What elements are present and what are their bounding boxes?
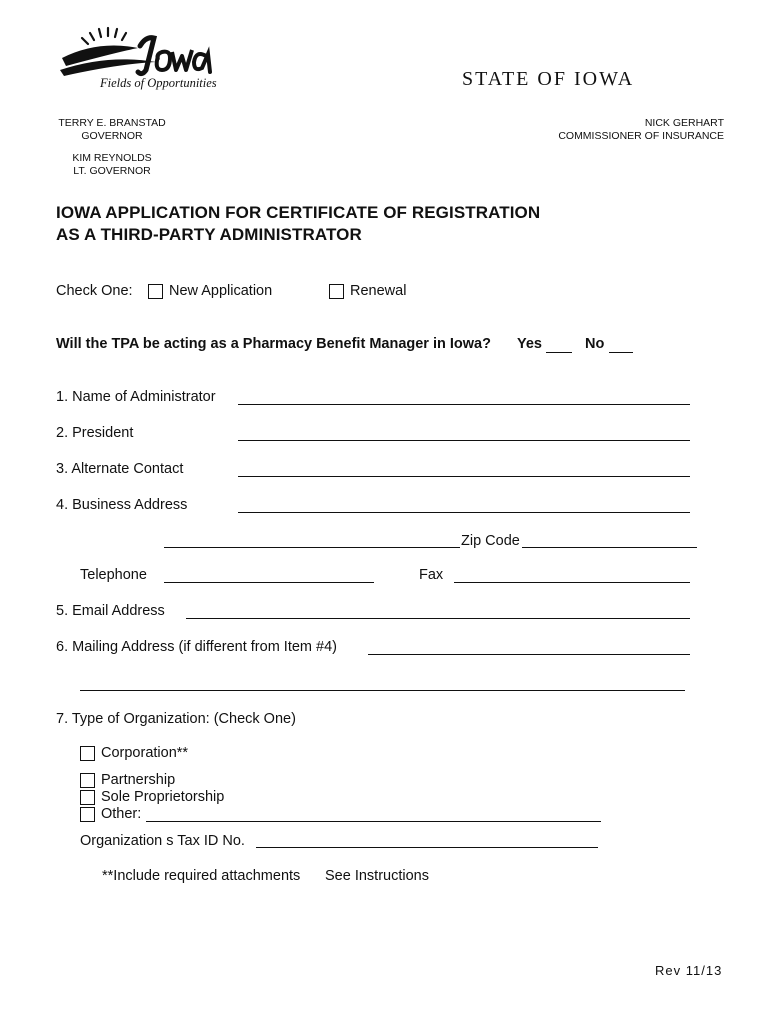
business-address-label: 4. Business Address (56, 497, 188, 513)
corporation-checkbox[interactable] (80, 746, 95, 761)
other-label: Other: (101, 806, 142, 822)
governor-title: GOVERNOR (81, 130, 143, 142)
pbm-yes-label: Yes (517, 336, 542, 352)
admin-name-field[interactable] (238, 404, 690, 405)
tax-id-field[interactable] (256, 847, 598, 848)
check-one-label: Check One: (56, 283, 133, 299)
other-field[interactable] (146, 821, 601, 822)
see-instructions: See Instructions (325, 868, 429, 884)
president-field[interactable] (238, 440, 690, 441)
fax-field[interactable] (454, 582, 690, 583)
pbm-yes-blank[interactable] (546, 352, 572, 353)
email-label: 5. Email Address (56, 603, 165, 619)
state-title: STATE OF IOWA (462, 68, 635, 90)
new-application-label: New Application (169, 283, 273, 299)
admin-name-label: 1. Name of Administrator (56, 389, 216, 405)
zip-code-label: Zip Code (461, 533, 520, 549)
mailing-address-field[interactable] (368, 654, 690, 655)
other-checkbox[interactable] (80, 807, 95, 822)
lt-governor-name: KIM REYNOLDS (72, 152, 152, 164)
partnership-checkbox[interactable] (80, 773, 95, 788)
alternate-contact-field[interactable] (238, 476, 690, 477)
commissioner-block (520, 117, 724, 143)
zip-code-field[interactable] (522, 547, 697, 548)
corporation-label: Corporation** (101, 745, 189, 761)
commissioner-name: NICK GERHART (644, 117, 724, 129)
sole-proprietorship-checkbox[interactable] (80, 790, 95, 805)
new-application-checkbox[interactable] (148, 284, 163, 299)
alternate-contact-label: 3. Alternate Contact (56, 461, 184, 477)
mailing-address-field-2[interactable] (80, 690, 685, 691)
fax-label: Fax (419, 567, 444, 583)
form-title-line1: IOWA APPLICATION FOR CERTIFICATE OF REGISTRATION (56, 203, 541, 222)
business-city-field[interactable] (164, 547, 460, 548)
form-title-line2: AS A THIRD-PARTY ADMINISTRATOR (56, 225, 362, 244)
pbm-question: Will the TPA be acting as a Pharmacy Benefit Manager in Iowa? (56, 336, 491, 352)
pbm-no-label: No (585, 336, 605, 352)
renewal-checkbox[interactable] (329, 284, 344, 299)
pbm-no-blank[interactable] (609, 352, 633, 353)
business-address-field[interactable] (238, 512, 690, 513)
governor-name: TERRY E. BRANSTAD (58, 117, 166, 129)
lt-governor-title: LT. GOVERNOR (73, 165, 151, 177)
telephone-field[interactable] (164, 582, 374, 583)
telephone-label: Telephone (80, 567, 147, 583)
renewal-label: Renewal (350, 283, 407, 299)
mailing-address-label: 6. Mailing Address (if different from Item #4) (56, 639, 337, 655)
partnership-label: Partnership (101, 772, 176, 788)
logo-tagline: Fields of Opportunities (100, 76, 217, 90)
tax-id-label: Organization s Tax ID No. (80, 833, 245, 849)
email-field[interactable] (186, 618, 690, 619)
sole-proprietorship-label: Sole Proprietorship (101, 789, 225, 805)
attachments-note: **Include required attachments (102, 868, 301, 884)
revision-label: Rev 11/13 (655, 963, 723, 978)
form-title (56, 202, 540, 246)
commissioner-title: COMMISSIONER OF INSURANCE (558, 130, 724, 142)
governor-block (56, 117, 168, 143)
president-label: 2. President (56, 425, 134, 441)
org-type-label: 7. Type of Organization: (Check One) (56, 711, 296, 727)
lt-governor-block (66, 152, 158, 178)
